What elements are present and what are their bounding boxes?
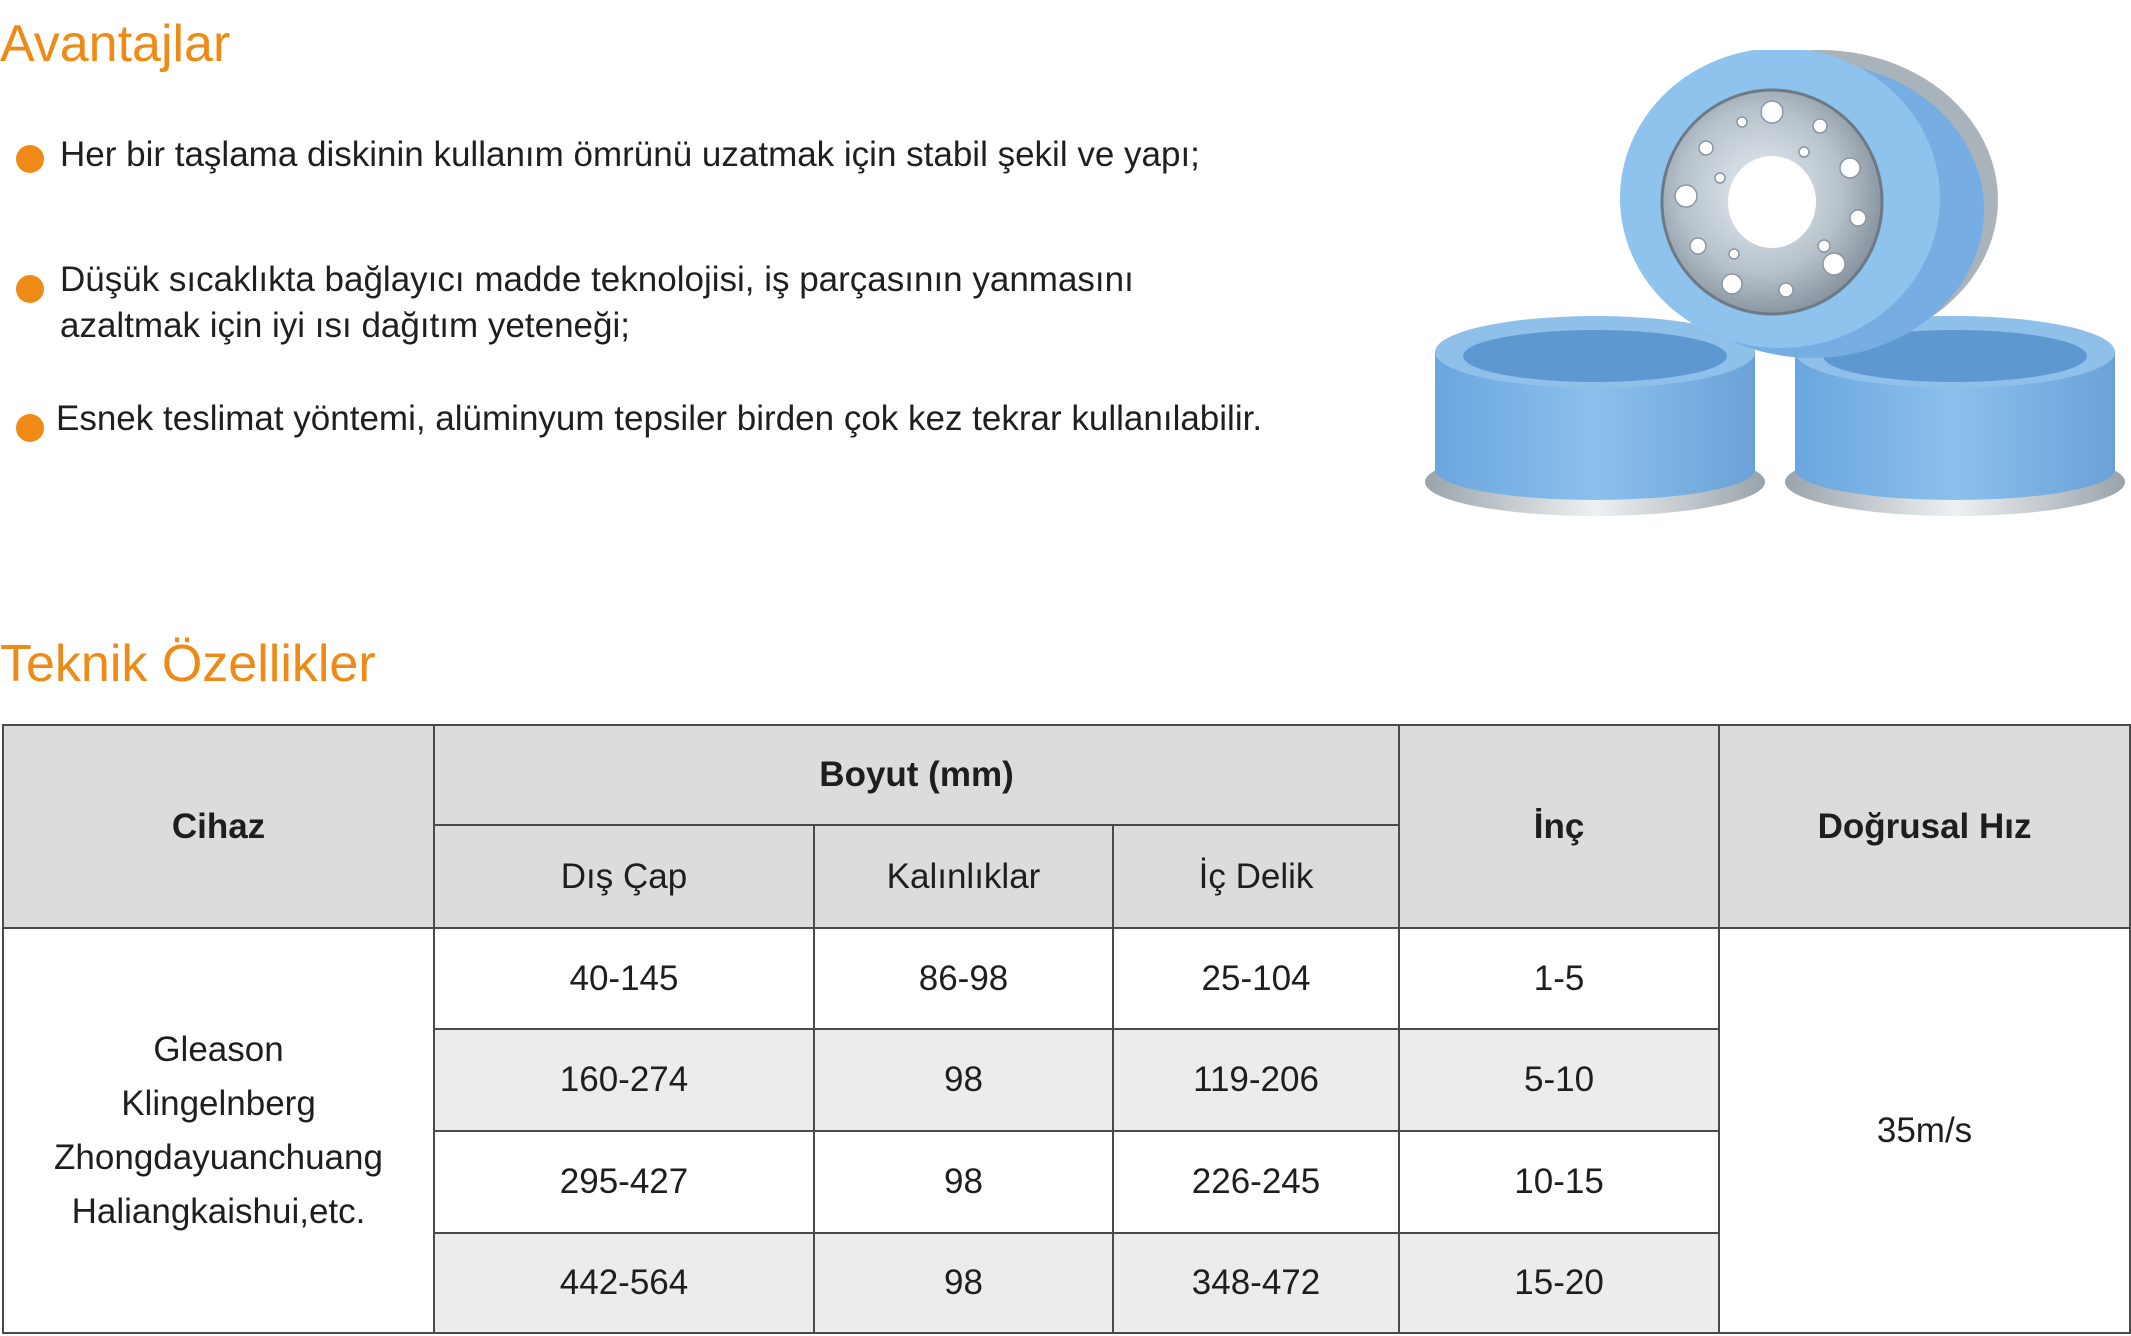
advantage-text-continued: azaltmak için iyi ısı dağıtım yeteneği; [60,306,630,345]
header-thickness: Kalınlıklar [814,825,1113,928]
grinding-wheels-image [1420,50,2130,550]
device-list-cell [3,928,434,1333]
device-name: Haliangkaishui,etc. [71,1191,366,1231]
header-inner-hole: İç Delik [1113,825,1399,928]
linear-speed-cell: 35m/s [1719,928,2130,1333]
inch-cell: 10-15 [1399,1131,1719,1233]
specs-table [2,724,2131,1334]
header-outer-diameter: Dış Çap [434,825,814,928]
advantage-item [16,132,1200,178]
outer-diameter-cell: 442-564 [434,1233,814,1333]
advantage-text: Düşük sıcaklıkta bağlayıcı madde teknolojisi, iş parçasının yanmasını [60,260,1134,299]
advantage-text: Her bir taşlama diskinin kullanım ömrünü uzatmak için stabil şekil ve yapı; [60,135,1200,174]
outer-diameter-cell: 295-427 [434,1131,814,1233]
outer-diameter-cell: 160-274 [434,1029,814,1131]
header-inch: İnç [1399,725,1719,928]
advantages-title: Avantajlar [0,15,231,73]
inch-cell: 15-20 [1399,1233,1719,1333]
bullet-dot-icon [16,275,44,303]
bullet-dot-icon [16,414,44,442]
device-name: Klingelnberg [121,1083,316,1123]
thickness-cell: 98 [814,1131,1113,1233]
device-name: Zhongdayuanchuang [54,1137,383,1177]
inner-hole-cell: 348-472 [1113,1233,1399,1333]
advantage-item [16,257,1134,349]
inner-hole-cell: 119-206 [1113,1029,1399,1131]
inch-cell: 5-10 [1399,1029,1719,1131]
device-name: Gleason [153,1029,284,1069]
inner-hole-cell: 226-245 [1113,1131,1399,1233]
thickness-cell: 98 [814,1029,1113,1131]
inch-cell: 1-5 [1399,928,1719,1029]
thickness-cell: 98 [814,1233,1113,1333]
advantage-item [16,396,1262,442]
inner-hole-cell: 25-104 [1113,928,1399,1029]
specs-title: Teknik Özellikler [0,635,376,693]
thickness-cell: 86-98 [814,928,1113,1029]
header-linear-speed: Doğrusal Hız [1719,725,2130,928]
advantage-text: Esnek teslimat yöntemi, alüminyum tepsiler birden çok kez tekrar kullanılabilir. [56,399,1263,438]
bullet-dot-icon [16,145,44,173]
header-size: Boyut (mm) [434,725,1399,825]
header-device: Cihaz [3,725,434,928]
outer-diameter-cell: 40-145 [434,928,814,1029]
grinding-wheels-illustration [1420,50,2130,550]
